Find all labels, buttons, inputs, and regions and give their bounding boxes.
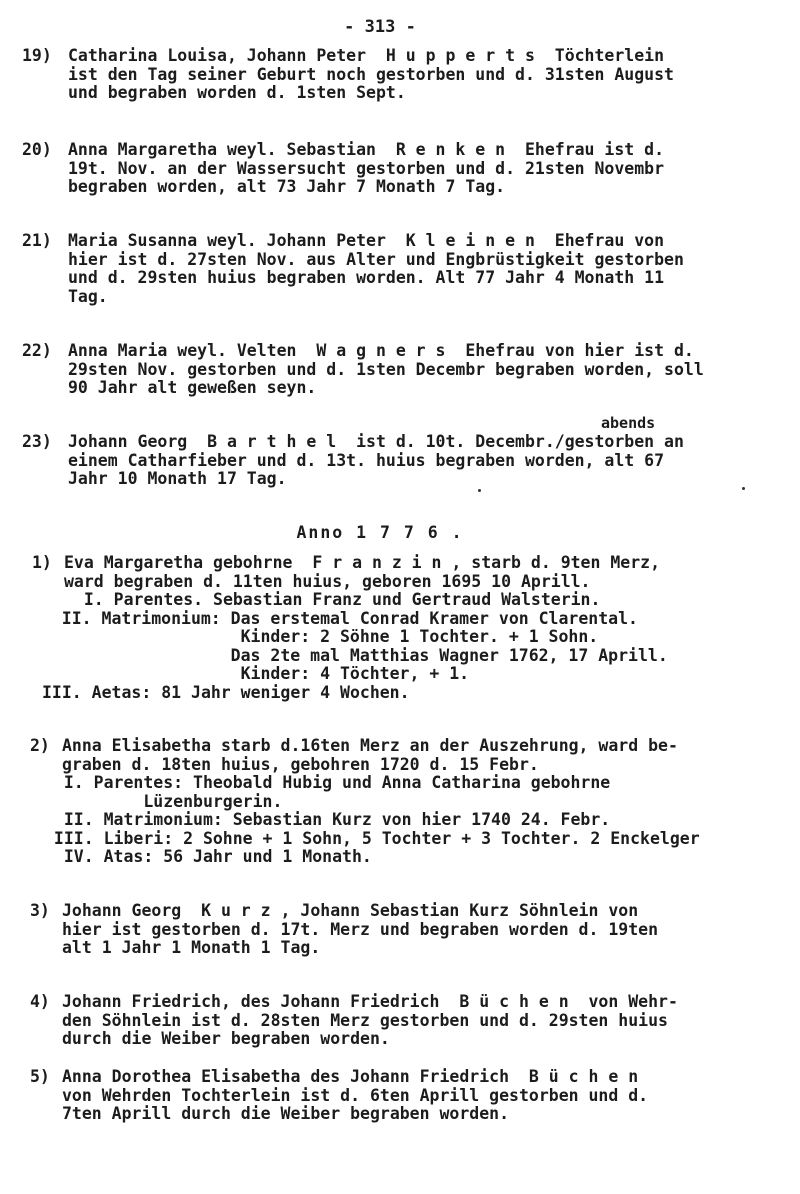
entry-line: Johann Georg K u r z , Johann Sebastian Kurz Söhnlein von [62,901,639,920]
page-number: - 313 - [344,17,416,37]
entry-number: 2) [30,736,50,755]
entry-line: Jahr 10 Monath 17 Tag. [68,469,287,488]
entry-line: Catharina Louisa, Johann Peter H u p p e r t s Töchterlein [68,46,665,65]
entry-number: 20) [22,140,52,159]
entry-1776-4 [30,993,800,1049]
entry-number: 21) [22,231,52,250]
entry-line: und d. 29sten huius begraben worden. Alt 77 Jahr 4 Monath 11 [68,268,665,287]
entry-number: 4) [30,992,50,1011]
entry-sub-line: I. Parentes: Theobald Hubig und Anna Catharina gebohrne [44,773,611,792]
entry-line: Johann Georg B a r t h e l ist d. 10t. Decembr./gestorben an [68,432,684,451]
entry-1776-3 [30,902,800,958]
entry-number: 1) [32,553,52,572]
entry-line: 29sten Nov. gestorben und d. 1sten Decembr begraben worden, soll [68,359,704,379]
entry-sub-line: Das 2te mal Matthias Wagner 1762, 17 Aprill. [32,645,668,665]
entry-line: von Wehrden Tochterlein ist d. 6ten Aprill gestorben und d. [62,1085,649,1105]
entry-line: Anna Elisabetha starb d.16ten Merz an der Auszehrung, ward be- [62,736,678,755]
interlinear-insertion: abends [601,414,656,432]
entry-line: einem Catharfieber und d. 13t. huius begraben worden, alt 67 [68,450,665,470]
entry-line: Eva Margaretha gebohrne F r a n z i n , starb d. 9ten Merz, [64,553,661,572]
entry-20 [22,141,792,197]
entry-sub-line: I. Parentes. Sebastian Franz und Gertraud Walsterin. [64,590,601,609]
entry-line: 19t. Nov. an der Wassersucht gestorben und d. 21sten Novembr [68,158,665,178]
entry-sub-line: Kinder: 4 Töchter, + 1. [32,664,470,683]
entry-line: Anna Dorothea Elisabetha des Johann Friedrich B ü c h e n [62,1067,639,1086]
entry-sub-line: III. Aetas: 81 Jahr weniger 4 Wochen. [42,682,410,702]
entry-line: durch die Weiber begraben worden. [62,1029,390,1048]
entry-line: hier ist d. 27sten Nov. aus Alter und Engbrüstigkeit gestorben [68,249,684,269]
entry-line: ist den Tag seiner Geburt noch gestorben und d. 31sten August [68,64,674,84]
entry-number: 19) [22,46,52,65]
entry-line: Maria Susanna weyl. Johann Peter K l e i n e n Ehefrau von [68,231,665,250]
entry-number: 3) [30,901,50,920]
entry-23 [22,433,792,489]
entry-sub-line: IV. Atas: 56 Jahr und 1 Monath. [44,847,372,866]
entry-line: Tag. [68,286,108,306]
entry-line: alt 1 Jahr 1 Monath 1 Tag. [62,938,321,957]
entry-21 [22,232,792,306]
entry-sub-line: Lüzenburgerin. [44,791,283,811]
entry-sub-line: II. Matrimonium: Sebastian Kurz von hier 1740 24. Febr. [44,810,611,829]
entry-line: graben d. 18ten huius, gebohren 1720 d. 15 Febr. [62,754,539,774]
entry-number: 5) [30,1067,50,1086]
entry-19 [22,47,792,103]
entry-line: ward begraben d. 11ten huius, geboren 1695 10 Aprill. [64,571,591,591]
entry-line: Johann Friedrich, des Johann Friedrich B ü c h e n von Wehr- [62,992,678,1011]
year-heading: Anno 1 7 7 6 . [296,523,464,542]
entry-1776-2 [30,737,800,867]
entry-sub-line: II. Matrimonium: Das erstemal Conrad Kramer von Clarental. [32,608,638,628]
entry-line: und begraben worden d. 1sten Sept. [68,83,406,102]
speck [742,487,745,490]
entry-line: Anna Margaretha weyl. Sebastian R e n k e n Ehefrau ist d. [68,140,665,159]
entry-line: 7ten Aprill durch die Weiber begraben worden. [62,1104,510,1123]
entry-22 [22,342,792,398]
entry-number: 23) [22,432,52,451]
entry-line: begraben worden, alt 73 Jahr 7 Monath 7 Tag. [68,177,506,196]
speck [478,489,481,492]
entry-1776-5 [30,1068,800,1124]
entry-line: 90 Jahr alt geweßen seyn. [68,378,317,397]
entry-sub-line: III. Liberi: 2 Sohne + 1 Sohn, 5 Tochter + 3 Tochter. 2 Enckelger [44,828,700,848]
entry-line: den Söhnlein ist d. 28sten Merz gestorben und d. 29sten huius [62,1010,668,1030]
entry-sub-line: Kinder: 2 Söhne 1 Tochter. + 1 Sohn. [32,627,599,646]
entry-1776-1 [32,554,800,702]
entry-line: Anna Maria weyl. Velten W a g n e r s Ehefrau von hier ist d. [68,341,694,360]
entry-number: 22) [22,341,52,360]
entry-line: hier ist gestorben d. 17t. Merz und begraben worden d. 19ten [62,919,659,939]
